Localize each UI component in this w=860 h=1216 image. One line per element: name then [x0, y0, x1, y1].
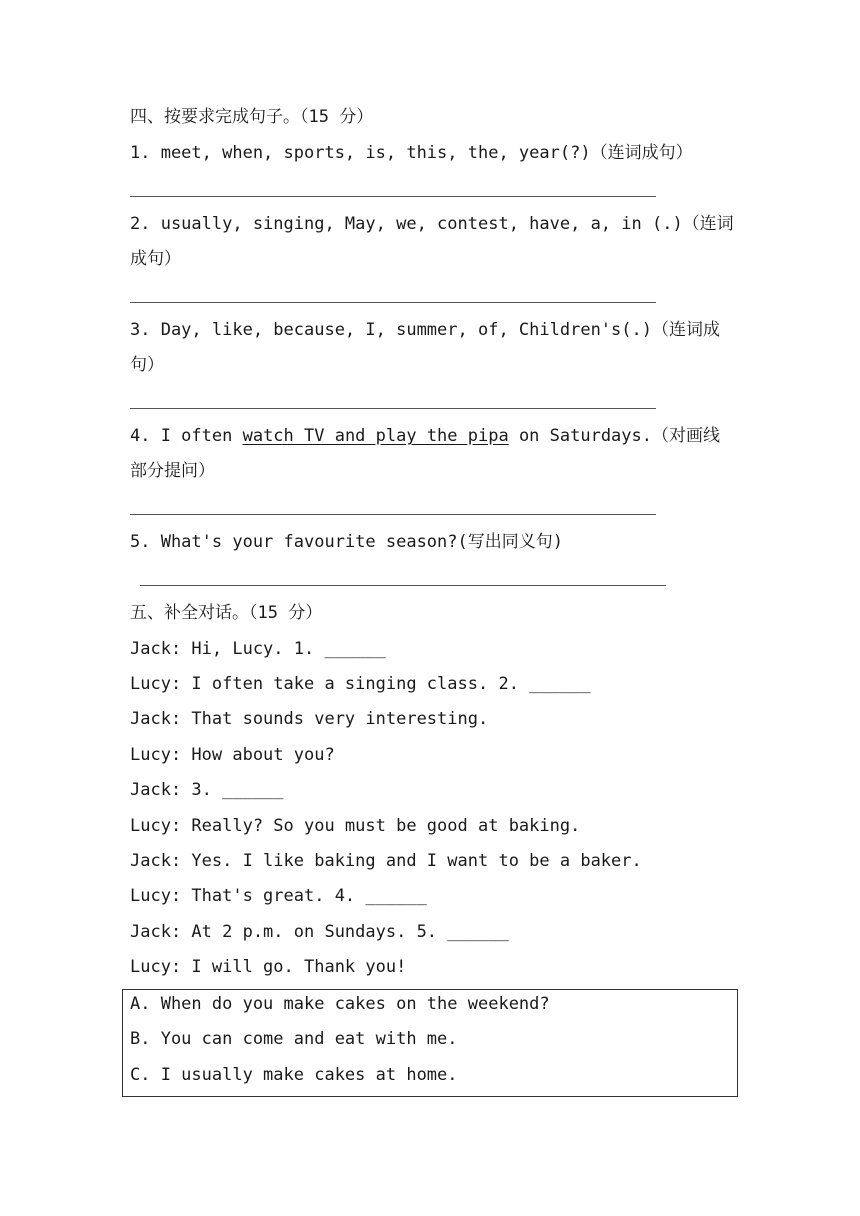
answer-line-3: [130, 408, 656, 409]
dialogue-line: Jack: At 2 p.m. on Sundays. 5. ______: [130, 922, 509, 942]
question-4-prefix: 4. I often: [130, 426, 243, 446]
dialogue-line: Jack: 3. ______: [130, 780, 284, 800]
option-c: C. I usually make cakes at home.: [130, 1065, 458, 1085]
dialogue-line: Jack: Hi, Lucy. 1. ______: [130, 639, 386, 659]
dialogue-line: Lucy: I will go. Thank you!: [130, 957, 407, 977]
dialogue-line: Lucy: I often take a singing class. 2. ______: [130, 674, 591, 694]
question-4-line-2: 部分提问）: [130, 461, 215, 481]
dialogue-line: Lucy: How about you?: [130, 745, 335, 765]
answer-line-1: [130, 196, 656, 197]
answer-line-4: [130, 514, 656, 515]
question-2-line-2: 成句）: [130, 249, 181, 269]
section-5-heading: 五、补全对话。（15 分）: [130, 603, 323, 623]
option-b: B. You can come and eat with me.: [130, 1029, 458, 1049]
question-5: 5. What's your favourite season?(写出同义句): [130, 532, 563, 552]
question-3-line-1: 3. Day, like, because, I, summer, of, Children's(.)（连词成: [130, 320, 720, 340]
question-3-line-2: 句）: [130, 355, 164, 375]
options-box: [122, 989, 738, 1097]
dialogue-line: Lucy: That's great. 4. ______: [130, 886, 427, 906]
dialogue-line: Lucy: Really? So you must be good at baking.: [130, 816, 581, 836]
section-4-heading: 四、按要求完成句子。（15 分）: [130, 107, 374, 127]
answer-line-5: [140, 585, 666, 586]
answer-line-2: [130, 302, 656, 303]
question-4-suffix: on Saturdays.（对画线: [508, 426, 720, 446]
question-4-underlined-part: watch TV and play the pipa: [242, 426, 509, 446]
question-4-line-1: [130, 424, 720, 448]
question-1: 1. meet, when, sports, is, this, the, year(?)（连词成句）: [130, 143, 693, 163]
option-a: A. When do you make cakes on the weekend?: [130, 994, 550, 1014]
question-2-line-1: 2. usually, singing, May, we, contest, have, a, in (.)（连词: [130, 214, 734, 234]
dialogue-line: Jack: That sounds very interesting.: [130, 709, 489, 729]
dialogue-line: Jack: Yes. I like baking and I want to be a baker.: [130, 851, 642, 871]
